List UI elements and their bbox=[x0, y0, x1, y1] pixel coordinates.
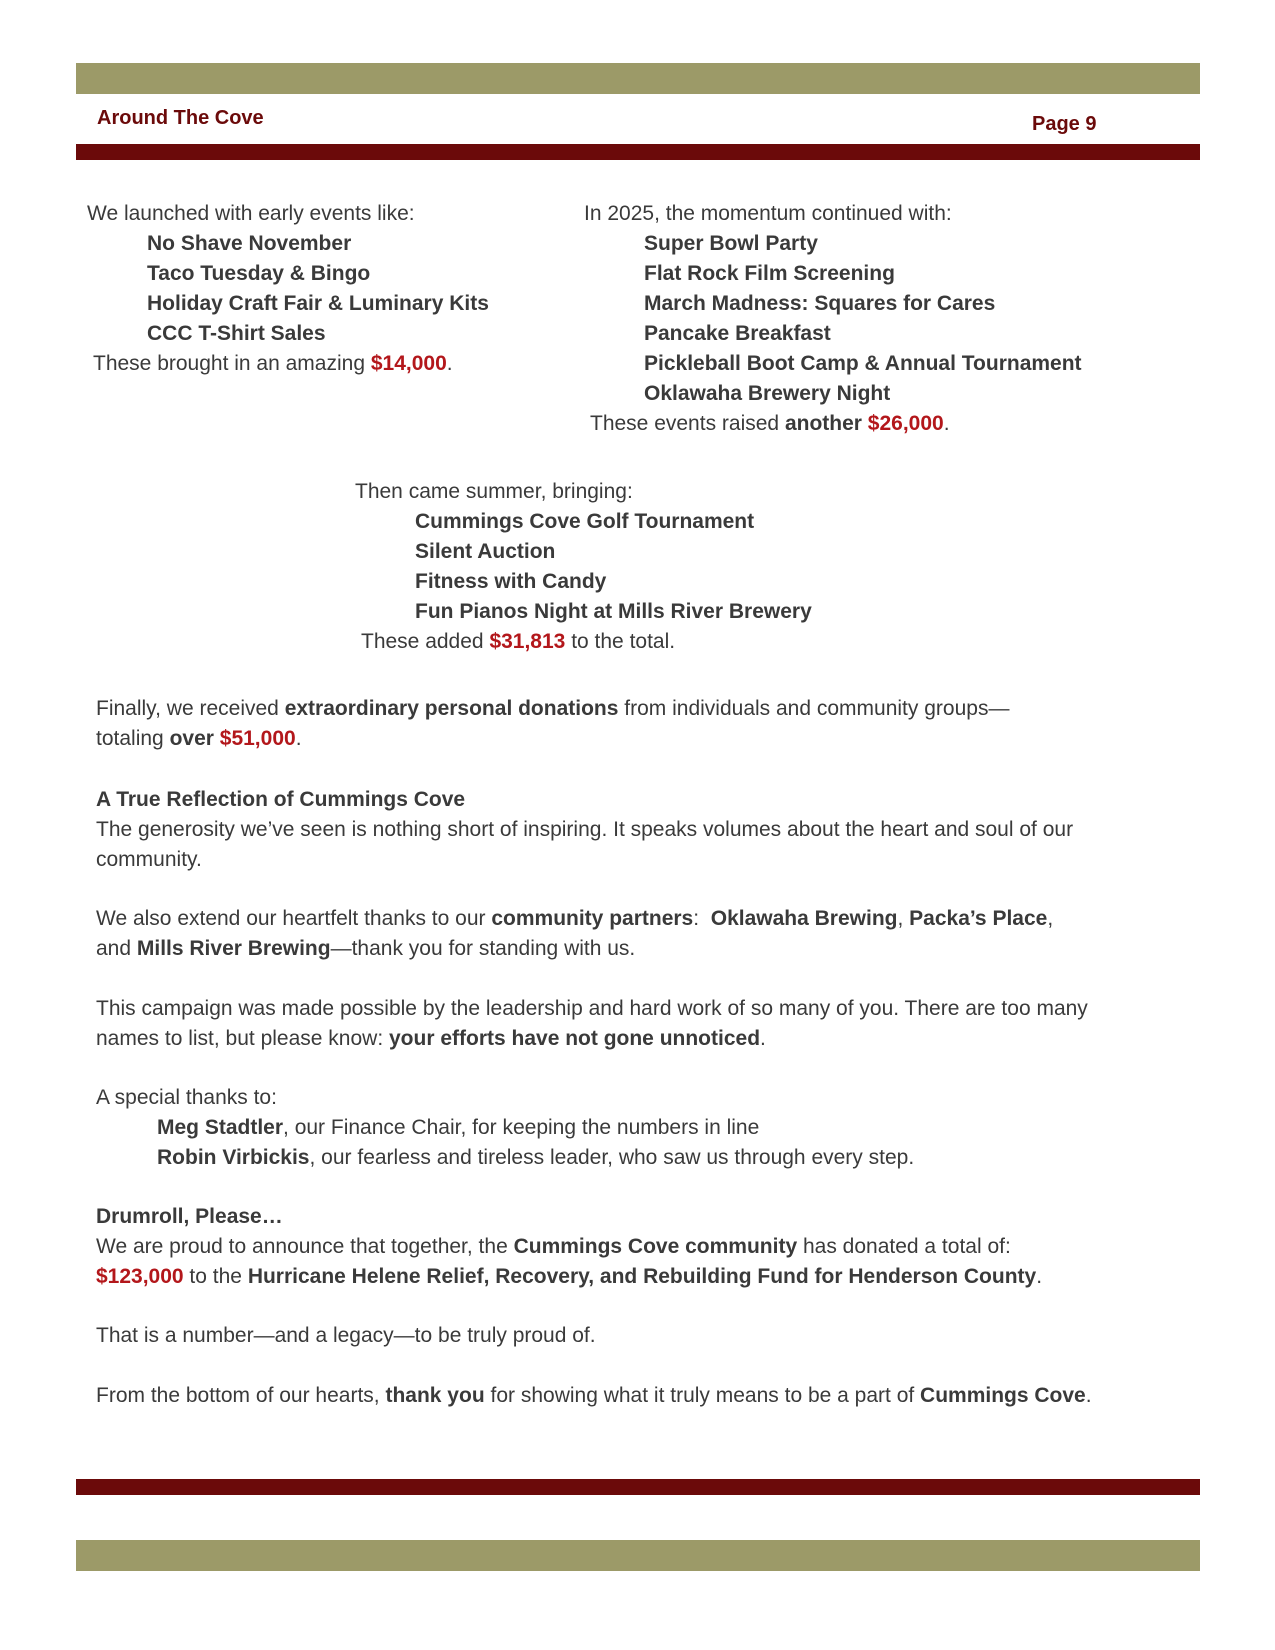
left-intro: We launched with early events like: bbox=[87, 202, 415, 225]
amount-31813: $31,813 bbox=[489, 630, 566, 653]
reflection-text: The generosity we’ve seen is nothing short of inspiring. It speaks volumes about the heart and soul of our bbox=[96, 818, 1074, 841]
closing-line: From the bottom of our hearts, thank you for showing what it truly means to be a part of Cummings Cove. bbox=[96, 1384, 1092, 1407]
right-summary: These events raised another $26,000. bbox=[590, 412, 950, 435]
event-item: No Shave November bbox=[147, 232, 352, 255]
summer-intro: Then came summer, bringing: bbox=[355, 480, 633, 503]
reflection-section: A True Reflection of Cummings Cove The generosity we’ve seen is nothing short of inspiring. It speaks volumes about the heart and soul of our community. bbox=[96, 785, 1206, 875]
special-thanks: A special thanks to: Meg Stadtler, our Finance Chair, for keeping the numbers in line Robin Virbickis, our fearless and tireless leader, who saw us through every step. bbox=[96, 1083, 1206, 1173]
event-item: Oklawaha Brewery Night bbox=[644, 382, 891, 405]
event-item: Flat Rock Film Screening bbox=[644, 262, 895, 285]
event-item: Pickleball Boot Camp & Annual Tournament bbox=[644, 352, 1082, 375]
event-item: March Madness: Squares for Cares bbox=[644, 292, 996, 315]
summer-block bbox=[355, 477, 812, 657]
partner-oklawaha: Oklawaha Brewing bbox=[710, 907, 898, 930]
page-number: Page 9 bbox=[1032, 113, 1097, 135]
header-maroon-rule bbox=[76, 144, 1200, 160]
reflection-heading: A True Reflection of Cummings Cove bbox=[96, 788, 466, 811]
footer-maroon-rule bbox=[76, 1479, 1200, 1495]
donations-paragraph: Finally, we received extraordinary personal donations from individuals and community groups— totaling over $51,000. bbox=[96, 697, 1010, 750]
partner-packas: Packa’s Place bbox=[909, 907, 1048, 930]
bottom-olive-band bbox=[76, 1540, 1200, 1571]
event-item: CCC T-Shirt Sales bbox=[147, 322, 326, 345]
event-item: Cummings Cove Golf Tournament bbox=[415, 510, 755, 533]
top-olive-band bbox=[76, 63, 1200, 94]
event-item: Holiday Craft Fair & Luminary Kits bbox=[147, 292, 489, 315]
event-item: Super Bowl Party bbox=[644, 232, 818, 255]
section-title: Around The Cove bbox=[97, 107, 264, 129]
event-item: Fun Pianos Night at Mills River Brewery bbox=[415, 600, 812, 623]
thanks-item: Robin Virbickis, our fearless and tireless leader, who saw us through every step. bbox=[157, 1146, 915, 1169]
event-item: Fitness with Candy bbox=[415, 570, 607, 593]
amount-14000: $14,000 bbox=[370, 352, 447, 375]
amount-51000: $51,000 bbox=[219, 727, 296, 750]
right-intro: In 2025, the momentum continued with: bbox=[584, 202, 952, 225]
event-item: Silent Auction bbox=[415, 540, 556, 563]
amount-123000: $123,000 bbox=[96, 1265, 184, 1288]
left-summary: These brought in an amazing $14,000. bbox=[93, 352, 453, 375]
right-column bbox=[584, 199, 1082, 439]
partners-paragraph: We also extend our heartfelt thanks to our community partners: Oklawaha Brewing, Packa’s Place, and Mills River Brewing—thank you for standing with us. bbox=[96, 907, 1054, 960]
event-item: Pancake Breakfast bbox=[644, 322, 831, 345]
legacy-line: That is a number—and a legacy—to be truly proud of. bbox=[96, 1324, 596, 1347]
thanks-item: Meg Stadtler, our Finance Chair, for keeping the numbers in line bbox=[157, 1116, 760, 1139]
amount-26000: $26,000 bbox=[867, 412, 944, 435]
partner-mills-river: Mills River Brewing bbox=[136, 937, 331, 960]
left-column bbox=[87, 199, 489, 379]
drumroll-heading: Drumroll, Please… bbox=[96, 1205, 283, 1228]
drumroll-section: Drumroll, Please… We are proud to announce that together, the Cummings Cove community has donated a total of: $123,000 to the Hurricane Helene Relief, Recovery, and Rebuilding Fund for Henderson County. bbox=[96, 1202, 1206, 1292]
summer-summary: These added $31,813 to the total. bbox=[361, 630, 676, 653]
event-item: Taco Tuesday & Bingo bbox=[147, 262, 371, 285]
campaign-paragraph: This campaign was made possible by the leadership and hard work of so many of you. There are too many names to list, but please know: your efforts have not gone unnoticed. bbox=[96, 997, 1088, 1050]
